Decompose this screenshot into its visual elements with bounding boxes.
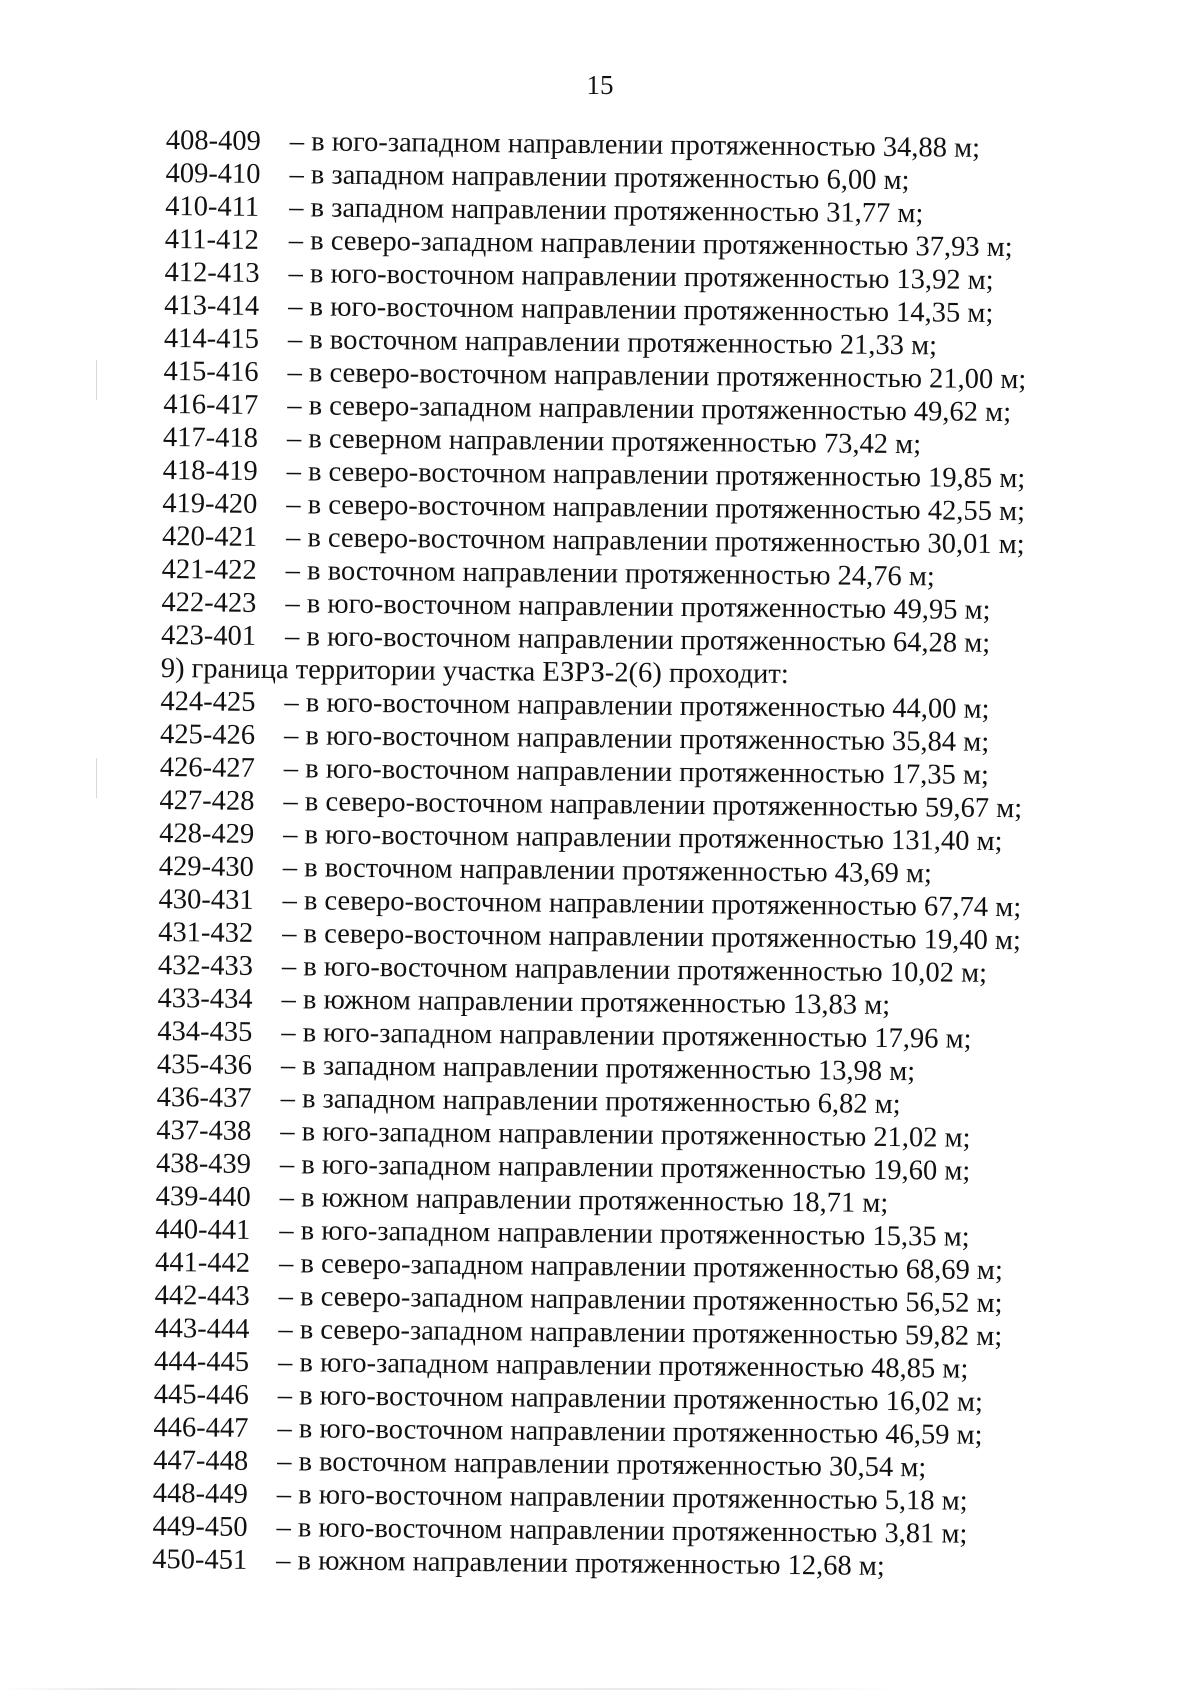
- segment-description: – в юго-западном направлении протяженностью 21,02 м;: [280, 1116, 971, 1154]
- segment-description: – в юго-восточном направлении протяженностью 64,28 м;: [284, 621, 991, 659]
- segment-id: 418-419: [162, 454, 258, 487]
- segment-description: – в юго-восточном направлении протяженностью 17,35 м;: [283, 753, 990, 791]
- segment-description: – в юго-восточном направлении протяженностью 13,92 м;: [288, 258, 994, 296]
- section-heading-text: 9) граница территории участка ЕЗРЗ-2(6) проходит:: [160, 652, 789, 691]
- segment-description: – в западном направлении протяженностью 6,82 м;: [280, 1083, 901, 1121]
- segment-id: 422-423: [161, 586, 257, 619]
- segment-description: – в юго-восточном направлении протяженностью 16,02 м;: [277, 1380, 984, 1418]
- segment-id: 426-427: [159, 751, 255, 784]
- segment-description: – в юго-восточном направлении протяженностью 14,35 м;: [288, 291, 994, 329]
- segment-id: 442-443: [154, 1279, 250, 1312]
- segment-id: 408-409: [165, 124, 261, 157]
- segment-description: – в западном направлении протяженностью 31,77 м;: [289, 192, 924, 230]
- segment-id: 413-414: [164, 289, 260, 322]
- segment-id: 421-422: [161, 553, 257, 586]
- segment-description: – в северо-восточном направлении протяженностью 19,85 м;: [286, 456, 1026, 495]
- segment-id: 435-436: [156, 1048, 253, 1081]
- segment-description: – в восточном направлении протяженностью 30,54 м;: [277, 1446, 927, 1484]
- segment-id: 445-446: [153, 1378, 249, 1411]
- segment-id: 430-431: [158, 883, 254, 916]
- segment-id: 447-448: [153, 1444, 249, 1477]
- segment-description: – в юго-западном направлении протяженностью 34,88 м;: [289, 126, 981, 164]
- segment-id: 437-438: [156, 1114, 252, 1147]
- segment-description: – в юго-западном направлении протяженностью 15,35 м;: [279, 1215, 970, 1253]
- segment-description: – в юго-восточном направлении протяженностью 44,00 м;: [284, 687, 990, 725]
- segment-description: – в юго-западном направлении протяженностью 48,85 м;: [277, 1347, 969, 1385]
- segment-id: 436-437: [156, 1081, 252, 1114]
- segment-id: 419-420: [162, 487, 258, 520]
- page-number: 15: [586, 70, 614, 100]
- segment-description: – в юго-западном направлении протяженностью 19,60 м;: [279, 1149, 971, 1187]
- segment-description: – в юго-западном направлении протяженностью 17,96 м;: [281, 1017, 972, 1055]
- scan-artifact: [0, 1688, 1200, 1690]
- segment-id: 428-429: [159, 817, 255, 850]
- segment-id: 411-412: [164, 223, 259, 256]
- segment-id: 427-428: [159, 784, 255, 817]
- segment-description: – в западном направлении протяженностью 6,00 м;: [289, 159, 910, 197]
- segment-id: 416-417: [163, 388, 259, 421]
- segment-id: 425-426: [159, 718, 256, 751]
- segment-description: – в восточном направлении протяженностью 43,69 м;: [282, 852, 933, 890]
- segment-id: 415-416: [163, 355, 259, 388]
- segment-id: 434-435: [157, 1015, 253, 1048]
- segment-description: – в северо-восточном направлении протяженностью 30,01 м;: [285, 522, 1025, 561]
- scan-margin-mark: [96, 758, 97, 798]
- segment-id: 423-401: [160, 619, 257, 652]
- segment-id: 439-440: [155, 1180, 251, 1213]
- segment-description: – в юго-восточном направлении протяженностью 46,59 м;: [277, 1413, 983, 1451]
- segment-description: – в юго-восточном направлении протяженностью 131,40 м;: [283, 819, 1003, 858]
- segment-description: – в восточном направлении протяженностью 21,33 м;: [287, 324, 938, 362]
- segment-description: – в северо-восточном направлении протяженностью 21,00 м;: [287, 357, 1027, 396]
- segment-id: 431-432: [158, 916, 254, 949]
- segment-description: – в северо-восточном направлении протяженностью 59,67 м;: [283, 786, 1023, 825]
- segment-description: – в западном направлении протяженностью 13,98 м;: [280, 1050, 916, 1088]
- segment-id: 443-444: [154, 1312, 250, 1345]
- segment-description: – в северном направлении протяженностью 73,42 м;: [286, 423, 922, 461]
- segment-id: 448-449: [152, 1477, 248, 1510]
- segment-description: – в юго-восточном направлении протяженностью 10,02 м;: [281, 951, 988, 989]
- boundary-description-list: [152, 124, 1066, 1585]
- segment-id: 444-445: [153, 1345, 250, 1378]
- segment-description: – в северо-западном направлении протяженностью 59,82 м;: [278, 1314, 1003, 1353]
- segment-description: – в северо-западном направлении протяженностью 37,93 м;: [288, 225, 1013, 264]
- segment-id: 420-421: [161, 520, 258, 553]
- segment-description: – в северо-восточном направлении протяженностью 19,40 м;: [282, 918, 1022, 957]
- scan-margin-mark: [96, 360, 97, 400]
- segment-description: – в северо-западном направлении протяженностью 56,52 м;: [278, 1281, 1003, 1320]
- segment-id: 450-451: [152, 1543, 248, 1576]
- segment-description: – в юго-восточном направлении протяженностью 35,84 м;: [283, 720, 990, 758]
- segment-id: 441-442: [154, 1246, 251, 1279]
- segment-id: 410-411: [165, 190, 260, 223]
- segment-description: – в северо-западном направлении протяженностью 68,69 м;: [278, 1248, 1004, 1287]
- segment-description: – в юго-восточном направлении протяженностью 3,81 м;: [276, 1512, 968, 1550]
- segment-description: – в северо-восточном направлении протяженностью 42,55 м;: [286, 489, 1026, 528]
- segment-id: 432-433: [157, 949, 254, 982]
- segment-id: 414-415: [163, 322, 260, 355]
- segment-id: 412-413: [164, 256, 260, 289]
- segment-id: 433-434: [157, 982, 253, 1015]
- segment-id: 446-447: [153, 1411, 249, 1444]
- segment-description: – в южном направлении протяженностью 12,68 м;: [276, 1545, 885, 1582]
- segment-description: – в юго-восточном направлении протяженностью 49,95 м;: [285, 588, 991, 626]
- segment-id: 429-430: [158, 850, 255, 883]
- segment-description: – в восточном направлении протяженностью 24,76 м;: [285, 555, 935, 593]
- segment-description: – в южном направлении протяженностью 13,83 м;: [281, 984, 891, 1021]
- segment-description: – в южном направлении протяженностью 18,71 м;: [279, 1182, 889, 1219]
- segment-description: – в северо-восточном направлении протяженностью 67,74 м;: [282, 885, 1022, 924]
- segment-description: – в юго-восточном направлении протяженностью 5,18 м;: [276, 1479, 968, 1517]
- segment-description: – в северо-западном направлении протяженностью 49,62 м;: [287, 390, 1012, 429]
- segment-id: 424-425: [160, 685, 256, 718]
- segment-id: 417-418: [162, 421, 259, 454]
- segment-id: 438-439: [155, 1147, 252, 1180]
- segment-id: 409-410: [165, 157, 261, 190]
- segment-id: 440-441: [155, 1213, 251, 1246]
- segment-id: 449-450: [152, 1510, 248, 1543]
